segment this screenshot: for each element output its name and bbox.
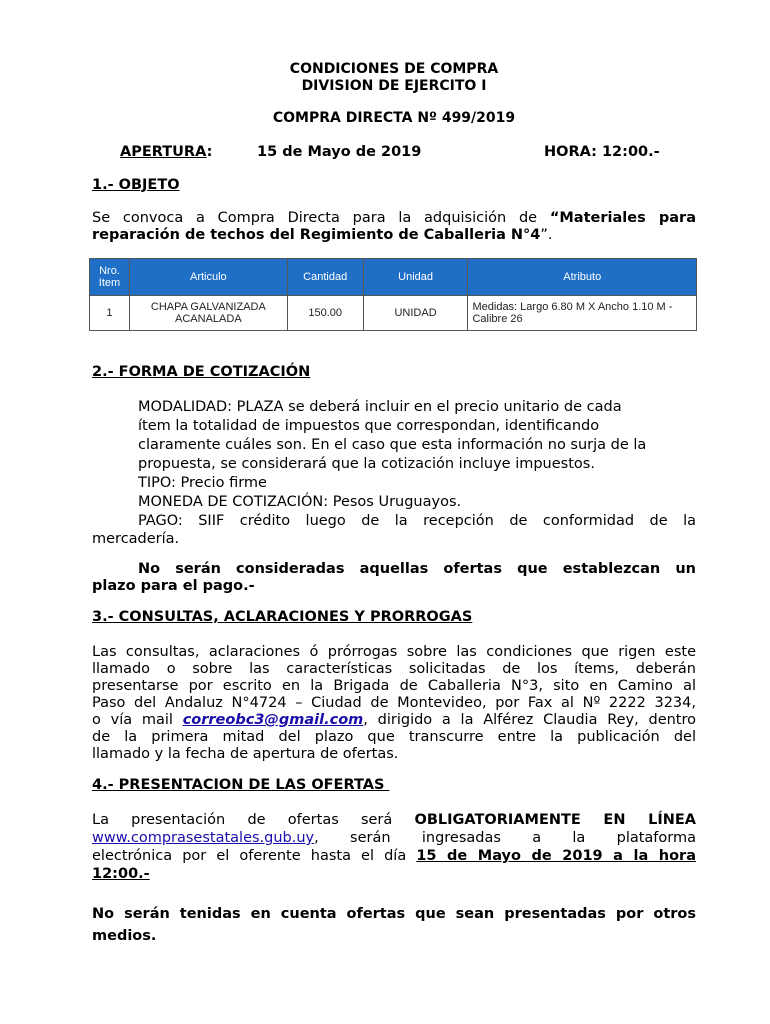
table-row xyxy=(90,296,697,331)
cell-cantidad: 150.00 xyxy=(287,296,363,331)
cell-atributo: Medidas: Largo 6.80 M X Ancho 1.10 M - Calibre 26 xyxy=(468,296,697,331)
consultas-line: Las consultas, aclaraciones ó prórrogas sobre las condiciones que rigen este xyxy=(92,644,696,660)
section-4-heading: 4.- PRESENTACION DE LAS OFERTAS xyxy=(92,777,390,793)
compras-estatales-link[interactable]: www.comprasestatales.gub.uy xyxy=(92,830,315,846)
section-1-heading: 1.- OBJETO xyxy=(92,177,180,193)
doc-subtitle: DIVISION DE EJERCITO I xyxy=(301,78,487,94)
consultas-line: o vía mail correobc3@gmail.com, dirigido a la Alférez Claudia Rey, dentro xyxy=(92,712,697,728)
plazo-warning-line-1: No serán consideradas aquellas ofertas que establezcan un xyxy=(138,561,696,577)
pago-line: PAGO: SIIF crédito luego de la recepción de conformidad de la xyxy=(138,513,696,529)
plazo-warning-line-2: plazo para el pago.- xyxy=(92,578,255,594)
moneda-line: MONEDA DE COTIZACIÓN: Pesos Uruguayos. xyxy=(138,494,462,510)
objeto-line-2: reparación de techos del Regimiento de Caballeria N°4”. xyxy=(92,227,553,243)
consultas-line: llamado y la fecha de apertura de ofertas. xyxy=(92,746,399,762)
cell-item: 1 xyxy=(90,296,130,331)
cotizacion-line: ítem la totalidad de impuestos que correspondan, identificando xyxy=(138,418,600,434)
presentacion-line: www.comprasestatales.gub.uy, serán ingresadas a la plataforma xyxy=(92,830,696,846)
cell-unidad: UNIDAD xyxy=(363,296,468,331)
contact-email-link[interactable]: correobc3@gmail.com xyxy=(182,712,364,728)
hora: HORA: 12:00.- xyxy=(544,144,660,160)
apertura-date: 15 de Mayo de 2019 xyxy=(257,144,422,160)
table-header-row xyxy=(90,259,697,296)
consultas-block xyxy=(92,644,696,763)
cell-articulo: CHAPA GALVANIZADA ACANALADA xyxy=(129,296,287,331)
section-3-heading: 3.- CONSULTAS, ACLARACIONES Y PRORROGAS xyxy=(92,609,473,625)
consultas-line: de la primera mitad del plazo que transcurre entre la publicación del xyxy=(92,729,696,745)
col-header-cantidad: Cantidad xyxy=(287,259,363,296)
col-header-item: Nro. Item xyxy=(90,259,130,296)
consultas-line: Paso del Andaluz N°4724 – Ciudad de Montevideo, por Fax al Nº 2222 3234, xyxy=(92,695,696,711)
presentacion-time: 12:00.- xyxy=(92,866,150,882)
otros-medios-line-1: No serán tenidas en cuenta ofertas que sean presentadas por otros xyxy=(92,906,696,922)
section-2-heading: 2.- FORMA DE COTIZACIÓN xyxy=(92,364,311,380)
tipo-line: TIPO: Precio firme xyxy=(138,475,267,491)
cotizacion-line: claramente cuáles son. En el caso que esta información no surja de la xyxy=(138,437,647,453)
doc-title: CONDICIONES DE COMPRA xyxy=(289,61,499,77)
otros-medios-line-2: medios. xyxy=(92,928,157,944)
apertura-label: APERTURA: xyxy=(120,144,213,160)
pago-line-2: mercadería. xyxy=(92,531,180,547)
col-header-articulo: Articulo xyxy=(129,259,287,296)
col-header-atributo: Atributo xyxy=(468,259,697,296)
cotizacion-line: propuesta, se considerará que la cotización incluye impuestos. xyxy=(138,456,595,472)
objeto-line-1: Se convoca a Compra Directa para la adquisición de “Materiales para xyxy=(92,210,696,226)
cotizacion-line: MODALIDAD: PLAZA se deberá incluir en el precio unitario de cada xyxy=(138,399,622,415)
presentacion-block xyxy=(92,811,696,883)
col-header-unidad: Unidad xyxy=(363,259,468,296)
presentacion-line: electrónica por el oferente hasta el día 15 de Mayo de 2019 a la hora xyxy=(92,848,696,864)
items-table xyxy=(89,258,697,331)
presentacion-line: La presentación de ofertas será OBLIGATORIAMENTE EN LÍNEA xyxy=(92,812,697,828)
cotizacion-block xyxy=(138,398,698,531)
consultas-line: presentarse por escrito en la Brigada de Caballeria N°3, sito en Camino al xyxy=(92,678,696,694)
consultas-line: llamado o sobre las características solicitadas de los ítems, deberán xyxy=(92,661,696,677)
compra-number: COMPRA DIRECTA Nº 499/2019 xyxy=(272,110,516,126)
